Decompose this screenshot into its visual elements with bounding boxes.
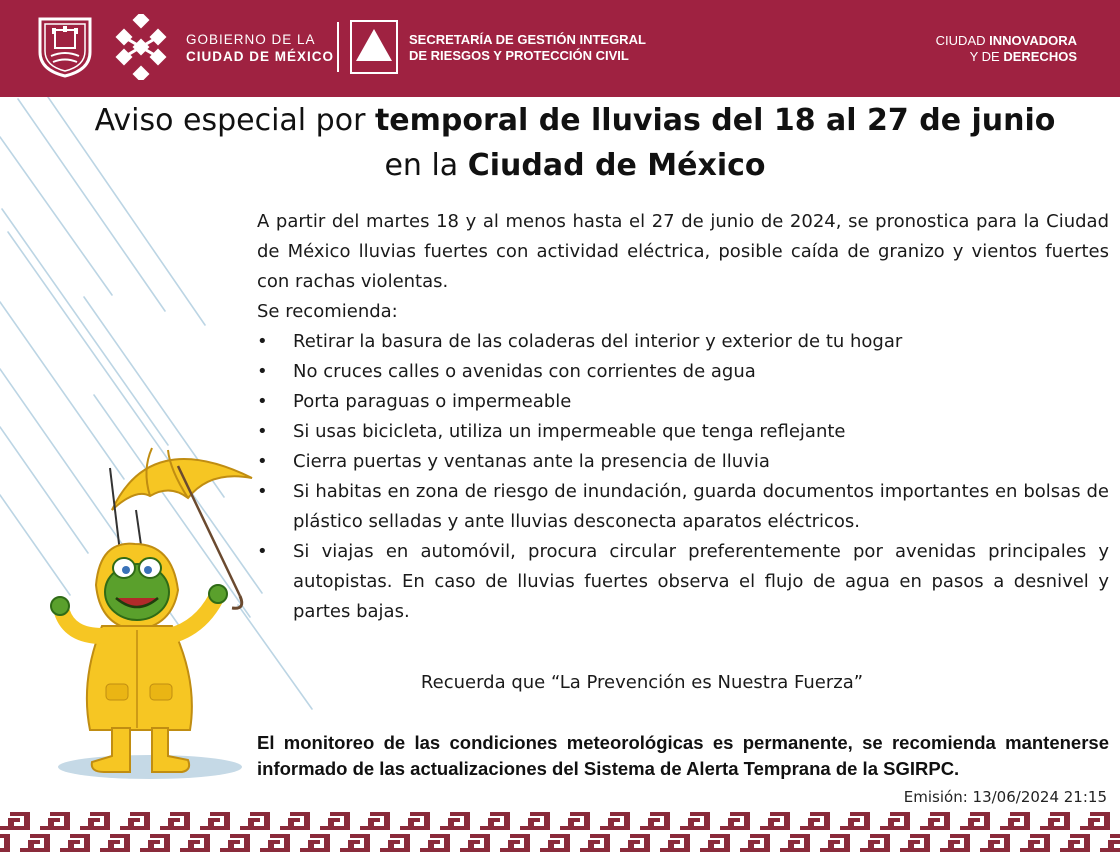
header-band	[0, 0, 1120, 97]
greca-motif	[760, 812, 790, 830]
greca-motif	[1000, 812, 1030, 830]
recommendation-text: Retirar la basura de las coladeras del interior y exterior de tu hogar	[293, 331, 903, 352]
title-line-2-bold: Ciudad de México	[467, 148, 766, 183]
emission-timestamp: Emisión: 13/06/2024 21:15	[903, 788, 1107, 806]
recommend-label: Se recomienda:	[257, 301, 398, 322]
recommendation-item	[257, 537, 1109, 627]
greca-motif	[200, 812, 230, 830]
secretaria-line-1: SECRETARÍA DE GESTIÓN INTEGRAL	[409, 32, 646, 47]
bullet-marker: •	[257, 421, 268, 442]
greca-motif	[880, 812, 910, 830]
title-line-2-regular: en la	[384, 148, 468, 183]
greca-motif	[360, 812, 390, 830]
greca-motif	[680, 812, 710, 830]
greca-motif	[600, 812, 630, 830]
greca-motif	[220, 834, 250, 852]
greca-motif	[720, 812, 750, 830]
city-motto	[936, 33, 1077, 65]
greca-motif	[140, 834, 170, 852]
cdmx-shield-icon	[37, 16, 93, 78]
greca-motif	[1040, 812, 1070, 830]
greca-motif	[440, 812, 470, 830]
greca-motif	[960, 812, 990, 830]
greca-motif	[1020, 834, 1050, 852]
bullet-marker: •	[257, 451, 268, 472]
gobierno-glyph-icon	[110, 14, 172, 80]
greca-motif	[160, 812, 190, 830]
greca-motif	[60, 834, 90, 852]
greca-motif	[1080, 812, 1110, 830]
recommendation-text: Si usas bicicleta, utiliza un impermeable que tenga reflejante	[293, 421, 846, 442]
greca-motif	[980, 834, 1010, 852]
motto-line-2-bold: DERECHOS	[1003, 49, 1077, 64]
greca-motif	[100, 834, 130, 852]
header-divider	[337, 22, 339, 72]
recommendation-text: Si viajas en automóvil, procura circular preferentemente por avenidas principales y autopistas. En caso de lluvias fuertes observa el flujo de agua en pasos a desnivel y partes bajas.	[293, 541, 1109, 622]
recommendation-item	[257, 327, 1109, 357]
greca-motif	[480, 812, 510, 830]
bullet-marker: •	[257, 331, 268, 352]
monitoring-notice: El monitoreo de las condiciones meteorológicas es permanente, se recomienda mantenerse informado de las actualizaciones del Sistema de Alerta Temprana de la SGIRPC.	[257, 732, 1109, 779]
gobierno-line-2: CIUDAD DE MÉXICO	[186, 49, 335, 64]
gobierno-line-1: GOBIERNO DE LA	[186, 32, 316, 47]
frog-mascot	[40, 440, 270, 790]
title-line-1-bold: temporal de lluvias del 18 al 27 de junio	[374, 103, 1056, 138]
greca-motif	[940, 834, 970, 852]
recommendation-list	[257, 327, 1109, 627]
recommendation-item	[257, 477, 1109, 537]
bullet-marker: •	[257, 361, 268, 382]
greca-motif	[240, 812, 270, 830]
notice-body	[257, 207, 1109, 627]
greca-motif	[820, 834, 850, 852]
greca-motif	[0, 812, 30, 830]
greca-motif	[520, 812, 550, 830]
greca-motif	[260, 834, 290, 852]
bullet-marker: •	[257, 481, 268, 502]
greca-motif	[640, 812, 670, 830]
intro-paragraph: A partir del martes 18 y al menos hasta el 27 de junio de 2024, se pronostica para la Ciudad de México lluvias fuertes con actividad eléctrica, posible caída de granizo y vientos fuertes con rachas violentas.	[257, 211, 1109, 292]
recommendation-item	[257, 357, 1109, 387]
greca-motif	[840, 812, 870, 830]
greca-motif	[20, 834, 50, 852]
greca-border	[0, 806, 1120, 858]
recommendation-item	[257, 417, 1109, 447]
greca-motif	[0, 834, 10, 852]
greca-motif	[420, 834, 450, 852]
recommendation-item	[257, 447, 1109, 477]
motto-line-2-regular: Y DE	[969, 49, 1004, 64]
title-line-1-regular: Aviso especial por	[94, 103, 375, 138]
recommendation-text: Cierra puertas y ventanas ante la presencia de lluvia	[293, 451, 770, 472]
greca-motif	[300, 834, 330, 852]
recommendation-text: No cruces calles o avenidas con corrientes de agua	[293, 361, 756, 382]
motto-line-2	[936, 49, 1077, 65]
greca-motif	[580, 834, 610, 852]
greca-motif	[920, 812, 950, 830]
greca-motif	[740, 834, 770, 852]
greca-motif	[1060, 834, 1090, 852]
greca-motif	[380, 834, 410, 852]
bullet-marker: •	[257, 541, 268, 562]
greca-motif	[560, 812, 590, 830]
motto-line-1-bold: INNOVADORA	[989, 33, 1077, 48]
sgirpc-logo-text	[409, 32, 646, 64]
motto-line-1-regular: CIUDAD	[935, 33, 990, 48]
greca-motif	[320, 812, 350, 830]
greca-motif	[280, 812, 310, 830]
greca-motif	[620, 834, 650, 852]
greca-motif	[460, 834, 490, 852]
sgirpc-triangle-icon	[350, 20, 398, 74]
greca-motif	[340, 834, 370, 852]
prevention-reminder: Recuerda que “La Prevención es Nuestra Fuerza”	[420, 672, 864, 693]
title-line-2	[0, 143, 1120, 188]
recommendation-text: Si habitas en zona de riesgo de inundación, guarda documentos importantes en bolsas de plástico selladas y ante lluvias desconecta aparatos eléctricos.	[293, 481, 1109, 532]
greca-motif	[120, 812, 150, 830]
gobierno-logo-text	[186, 31, 334, 65]
recommendation-text: Porta paraguas o impermeable	[293, 391, 572, 412]
greca-motif	[80, 812, 110, 830]
recommendation-item	[257, 387, 1109, 417]
greca-motif	[800, 812, 830, 830]
greca-motif	[400, 812, 430, 830]
page-title	[0, 98, 1120, 188]
greca-motif	[700, 834, 730, 852]
greca-motif	[780, 834, 810, 852]
greca-motif	[900, 834, 930, 852]
motto-line-1	[936, 33, 1077, 49]
greca-motif	[660, 834, 690, 852]
greca-motif	[860, 834, 890, 852]
greca-motif	[540, 834, 570, 852]
title-line-1	[0, 98, 1120, 143]
bullet-marker: •	[257, 391, 268, 412]
greca-motif	[180, 834, 210, 852]
greca-motif	[500, 834, 530, 852]
greca-motif	[1100, 834, 1120, 852]
secretaria-line-2: DE RIESGOS Y PROTECCIÓN CIVIL	[409, 48, 629, 63]
greca-motif	[40, 812, 70, 830]
